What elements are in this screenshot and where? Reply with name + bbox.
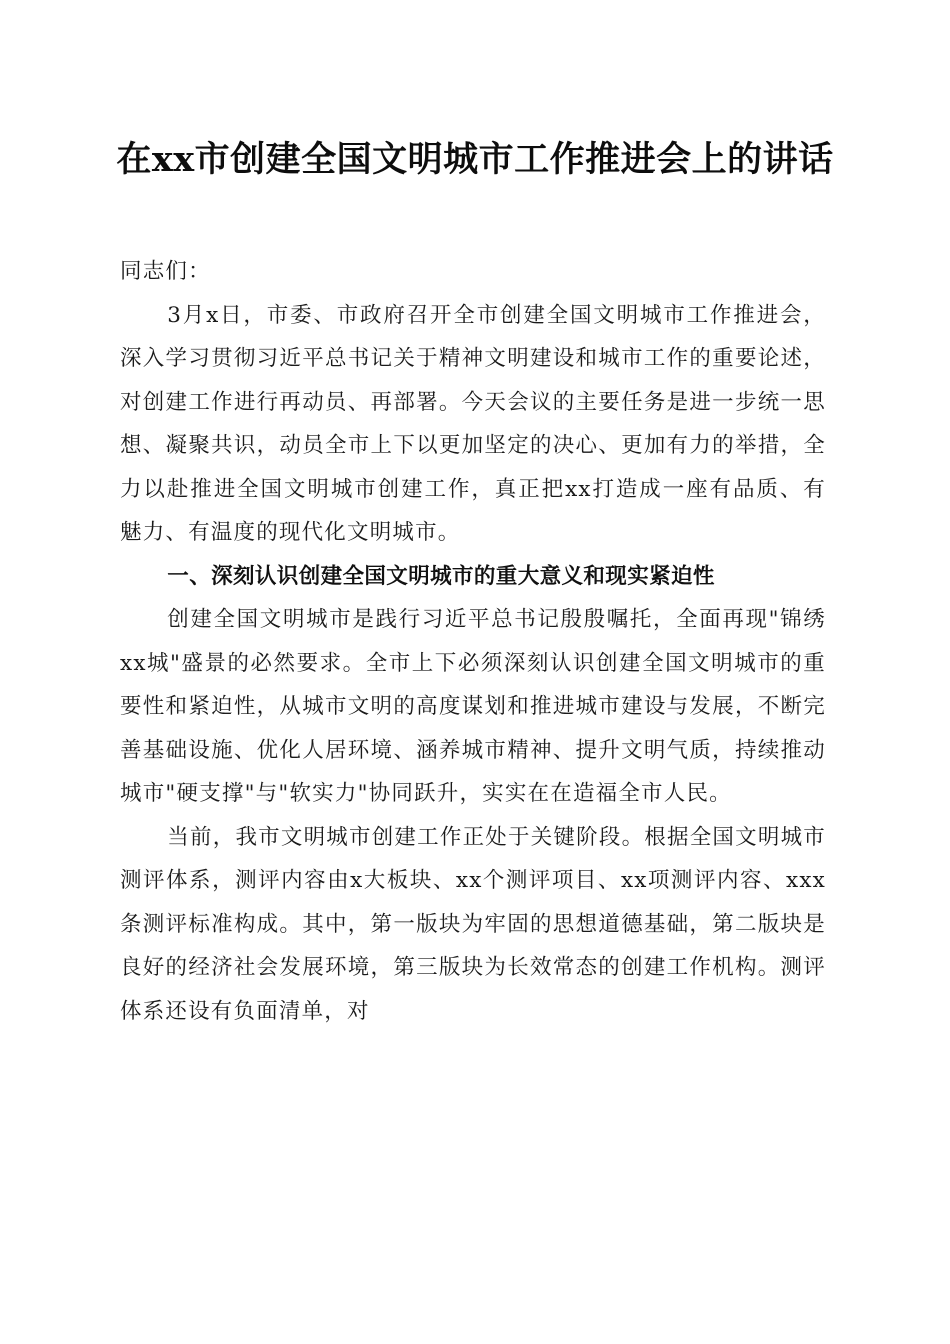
document-title: 在xx市创建全国文明城市工作推进会上的讲话 xyxy=(116,139,834,180)
document-body xyxy=(120,250,826,1033)
salutation: 同志们： xyxy=(120,259,211,284)
intro-paragraph: 3月x日，市委、市政府召开全市创建全国文明城市工作推进会，深入学习贯彻习近平总书记关于精神文明建设和城市工作的重要论述，对创建工作进行再动员、再部署。今天会议的主要任务是进一步统一思想、凝聚共识，动员全市上下以更加坚定的决心、更加有力的举措，全力以赴推进全国文明城市创建工作，真正把xx打造成一座有品质、有魅力、有温度的现代化文明城市。 xyxy=(120,302,826,545)
section-heading: 一、深刻认识创建全国文明城市的重大意义和现实紧迫性 xyxy=(167,563,715,589)
section-paragraph: 当前，我市文明城市创建工作正处于关键阶段。根据全国文明城市测评体系，测评内容由x大板块、xx个测评项目、xx项测评内容、xxx条测评标准构成。其中，第一版块为牢固的思想道德基础，第二版块是良好的经济社会发展环境，第三版块为长效常态的创建工作机构。测评体系还设有负面清单，对 xyxy=(120,824,826,1024)
section-paragraph: 创建全国文明城市是践行习近平总书记殷殷嘱托，全面再现"锦绣xx城"盛景的必然要求。全市上下必须深刻认识创建全国文明城市的重要性和紧迫性，从城市文明的高度谋划和推进城市建设与发展，不断完善基础设施、优化人居环境、涵养城市精神、提升文明气质，持续推动城市"硬支撑"与"软实力"协同跃升，实实在在造福全市人民。 xyxy=(120,607,826,806)
